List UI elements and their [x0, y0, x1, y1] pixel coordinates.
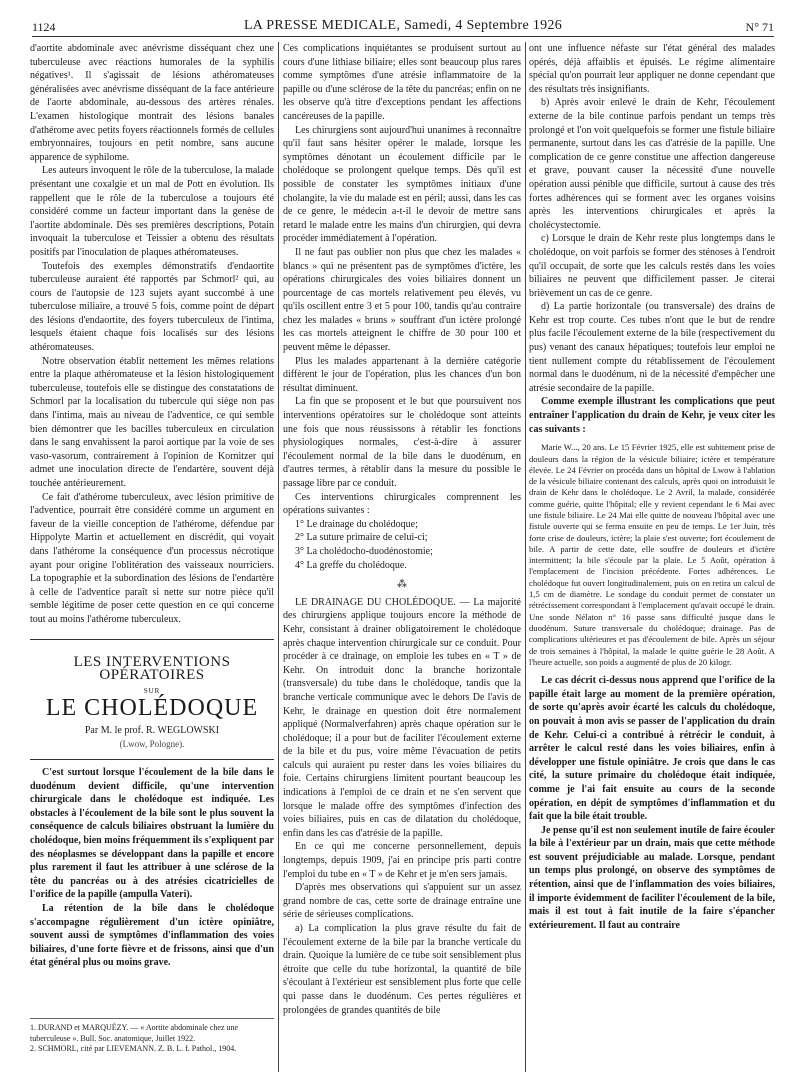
paragraph: Ces interventions chirurgicales comprennent les opérations suivantes :: [283, 491, 521, 517]
paragraph: Les auteurs invoquent le rôle de la tuberculose, la malade présentant une coxalgie et un mal de Pott en évolution. Ils rappellent que le rôle de la tuberculose a toujours été considéré comme un facteur important dans la genèse de l'aortite abdominale. Dès ses premières descriptions, Potain invoquait la tuberculose et Teissier a obtenu des résultats positifs par l'inoculation de plaques athéromateuses.: [30, 165, 274, 258]
paragraph: En ce qui me concerne personnellement, depuis longtemps, depuis 1909, j'ai en principe pris parti contre l'emploi du tube en « T » de Kehr et je m'en sers jamais.: [283, 841, 521, 880]
paragraph: C'est surtout lorsque l'écoulement de la bile dans le duodénum devient difficile, qu'une intervention chirurgicale dans le cholédoque est indiquée. Les obstacles à l'écoulement de la bile sont le plus souvent la conséquence de calculs biliaires obstruant la lumière du cholédoque, bien moins fréquemment ils s'expliquent par des néoplasmes se développant dans la papille et encore plus rarement il faut les attribuer à une sclérose de la tête du pancréas ou à des atrésies cicatricielles de l'orifice de la papille (ampulla Vateri).: [30, 767, 274, 901]
column-1: [30, 42, 274, 1042]
paragraph: d) La partie horizontale (ou transversale) des drains de Kehr est trop courte. Ces tubes n'ont que le but de rendre plus facile l'écoulement externe de la bile (respectivement du pus) venant des canaux hépatiques; toutefois leur emploi ne tient nullement compte du rétablissement de l'écoulement normal dans le duodénum, ni de la nécessité d'empêcher une atrésie secondaire de la papille.: [529, 301, 775, 394]
paragraph: LE DRAINAGE DU CHOLÉDOQUE. — La majorité des chirurgiens applique toujours encore la méthode de Kehr, consistant à drainer obligatoirement le cholédoque après chaque intervention chirurgicale sur ce conduit. Pour procéder à ce drainage, on emploie les tubes en « T » de Kehr. On introduit donc la branche horizontale (transversale) du tube dans le cholédoque, tandis que la branche verticale communique avec le dehors De l'avis de Kehr, le drainage en question doit être normalement appliqué (Normalverfahren) après chaque opération sur le cholédoque; il a pour but de faciliter l'écoulement externe de la bile et du pus, voire même l'évacuation de petits calculs qui auraient pu rester dans les voies biliaires du foie. Certains chirurgiens limitent pourtant beaucoup les indications à l'emploi de ce drain et ne s'en servent que lorsque le malade offre des symptômes d'infection des voies biliaires, puis en cas de dilatation du cholédoque, enfin dans les cas d'atrésie de la papille.: [283, 596, 521, 839]
article-title: LE CHOLÉDOQUE: [45, 695, 259, 722]
paragraph: Il ne faut pas oublier non plus que chez les malades « blancs » qui ne présentent pas de symptômes d'ictère, les opérations chirurgicales des voies biliaires donnent un pourcentage de cas mortels relativement peu élevés, vu qu'ils oscillent entre 3 et 5 pour 100, tandis qu'au contraire chez les malades « bruns » souffrant d'un ictère prolongé les cas mortels atteignent le chiffre de 30 pour 100 et peuvent même le dépasser.: [283, 246, 521, 354]
paragraph: La rétention de la bile dans le cholédoque s'accompagne régulièrement d'un ictère opiniâtre, souvent aussi de symptômes d'inflammation des voies biliaires, d'une forte fièvre et de frissons, ainsi que d'un état général plus ou moins grave.: [30, 903, 274, 969]
article-author: Par M. le prof. R. WEGLOWSKI: [84, 724, 220, 736]
paragraph: Comme exemple illustrant les complications que peut entraîner l'application du drain de Kehr, je veux citer les cas suivants :: [529, 396, 775, 435]
paragraph: Plus les malades appartenant à la dernière catégorie diffèrent le jour de l'opération, plus les chances d'un bon résultat diminuent.: [283, 355, 521, 394]
issue-number: N° 71: [745, 20, 774, 34]
article-sur: SUR: [143, 686, 161, 695]
article-title-block: [30, 639, 274, 761]
paragraph: Notre observation établit nettement les mêmes relations entre la plaque athéromateuse et la lésion histologiquement tuberculeuse, toutefois elle se distingue des constatations de Schmorl par la localisation du tubercule qui siège non pas dans l'intima, mais au niveau de l'adventice, ce qui semble bien démontrer que les bacilles tuberculeux en circulation dans le sang envahissent la paroi aortique par la voie de ses vaso-vasorum, contrairement à l'opinion de Kornitzer qui admet une inoculation directe de l'endartère, souvent déjà touchée antérieurement.: [30, 355, 274, 489]
paragraph: Ces complications inquiétantes se produisent surtout au cours d'une lithiase biliaire; elles sont beaucoup plus rares comme symptômes d'une atrésie inflammatoire de la papille ou d'une sclérose de la tête du pancréas; enfin on ne les observe qu'à titre d'exceptions pendant les affections cancéreuses de la papille.: [283, 43, 521, 122]
page-header: [32, 14, 774, 36]
column-divider: [278, 42, 279, 1072]
article-heading: LES INTERVENTIONS OPÉRATOIRES: [73, 653, 231, 684]
paragraph: Toutefois des exemples démonstratifs d'endaortite tuberculeuse auraient été rapportés par Schmorl² qui, au cours de l'autopsie de 123 sujets ayant succombé à une tuberculose miliaire, a trouvé 5 fois, comme point de départ des lésions d'endaortite, des foyers tuberculeux de l'intima, lesquels étaient chaque fois localisés sur des lésions athéromateuses.: [30, 260, 274, 354]
header-rule: [32, 36, 774, 37]
column-3: [529, 42, 775, 1074]
footnotes: [30, 1018, 274, 1055]
paragraph: Le cas décrit ci-dessus nous apprend que l'orifice de la papille était large au moment de la première opération, de sorte qu'après avoir écarté les calculs du cholédoque, on pouvait à mon avis se passer de l'application du drain de Kehr. Celui-ci a contribué à rétrécir le conduit, à arrêter le calcul resté dans les voies biliaires, enfin à développer une fistule opiniâtre. Je crois que dans le cas cité, la suture primaire du cholédoque était indiquée, comme je l'ai fait ensuite au cours de la seconde opération, en dépit de symptômes d'inflammation et du fait que la bile était trouble.: [529, 675, 775, 823]
paragraph: a) La complication la plus grave résulte du fait de l'écoulement externe de la bile par la branche verticale du drain. Quoique la lumière de ce tube soit sensiblement plus étroite que celle du tube horizontal, la quantité de bile s'écoulant à l'extérieur est sensiblement plus forte que celle qui passe dans le duodénum. Ces pertes régulières et prolongées de grandes quantités de bile: [283, 923, 521, 1016]
paragraph: b) Après avoir enlevé le drain de Kehr, l'écoulement externe de la bile continue parfois pendant un temps très prolongé et l'on voit quelquefois se former une fistule biliaire permanente, surtout dans les cas d'atrésie de la papille. Une complication de ce genre constitue une affection dangereuse et grave, pouvant causer la nécessité d'une nouvelle opération aussi pénible que difficile, surtout à cause des très fortes adhérences qui se forment avec les organes voisins après les interventions chirurgicales et après la cholécystectomie.: [529, 97, 775, 231]
column-divider: [525, 42, 526, 1072]
paragraph: d'aortite abdominale avec anévrisme disséquant chez une tuberculeuse avec réactions humorales de la syphilis négatives¹. Il s'agissait de lésions athéromateuses généralisées avec anévrisme disséquant de la face antérieure de l'aorte abdominale, au-dessous des artères rénales. L'examen histologique montrait des lésions banales d'athérome avec petits foyers réactionnels formés de cellules embryonnaires, toujours en petit nombre, sans aucune apparence de syphilome.: [30, 43, 274, 163]
paragraph: Les chirurgiens sont aujourd'hui unanimes à reconnaître qu'il faut sans hésiter opérer le malade, lorsque les symptômes dénotant un écoulement difficile par le cholédoque se prolongent quelque temps. Dès qu'il est possible de constater les symptômes initiaux d'une cholangite, la vie du malade est en péril; aussi, dans les cas de ce genre, le médecin a-t-il le devoir de mettre sans retard le malade entre les mains d'un chirurgien, qui devra procéder immédiatement à l'opération.: [283, 124, 521, 245]
paragraph: Ce fait d'athérome tuberculeux, avec lésion primitive de l'adventice, pourrait être considéré comme un argument en faveur de la vieille conception de l'athérome, défendue par Hippolyte Martin et actuellement en discrédit, qui voyait dans l'athérome la conséquence d'un processus nécrotique ayant pour origine l'oblitération des vaisseaux nourriciers. La topographie et la subordination des lésions de l'endartère à celle de l'adventice paraît si nette sur notre pièce qu'il semble légitime de poser cette question en ce qui concerne tout au moins l'athérome tuberculeux.: [30, 491, 274, 625]
paragraph: ont une influence néfaste sur l'état général des malades opérés, déjà affaiblis et épuisés. Le régime alimentaire spécial qu'on pourrait leur appliquer ne donne cependant que des résultats très insignifiants.: [529, 43, 775, 95]
paragraph: D'après mes observations qui s'appuient sur un assez grand nombre de cas, cette sorte de drainage entraîne une série de sérieuses complications.: [283, 882, 521, 921]
paragraph: La fin que se proposent et le but que poursuivent nos interventions opératoires sur le cholédoque sont atteints une fois que nous réussissons à rétablir les fonctions physiologiques normales, c'est-à-dire à assurer l'écoulement normal de la bile dans le duodénum, en d'autres termes, à rétablir dans la mesure du possible le passage libre par ce conduit.: [283, 396, 521, 489]
case-report: Marie W..., 20 ans. Le 15 Février 1925, elle est subitement prise de douleurs dans la région de la vésicule biliaire; ictère et température élevée. Le 24 Février on procéda dans un hôpital de Lwow à l'ablation de la vésicule biliaire contenant des calculs, après quoi on introduisit le drain de Kehr dans le cholédoque. Le 2 Avril, la malade, considérée comme guérie, quitte l'hôpital; elle y revient cependant le 6 Mai avec une fistule biliaire. Le 24 Mai elle quitte de nouveau l'hôpital avec une fistule ouverte qui se ferma ensuite en peu de temps. Le 1er Juin, très forte crise de douleurs, ictère; la plaie s'est ouverte; fort écoulement de bile. A partir de cette date, elle souffre de douleurs et d'ictère intermittent; la bile s'écoule par la plaie. Le 5 Août, opération à l'emplacement de l'incision précédente. Fortes adhérences. Le cholédoque fut ouvert longitudinalement, puis on en retira un calcul de 1,5 cm de diamètre. Le sondage du conduit permet de constater un rétrécissement correspondant à l'emplacement qu'avait occupé le drain. Une sonde Nélaton n° 16 passe sans difficulté jusque dans le duodénum. Suture transversale du cholédoque; drainage. Pas de complications ultérieures et pas d'écoulement de bile. Après un séjour de trois semaines à l'hôpital, la malade le quitte guérie le 28 Août. A l'heure actuelle, son poids a augmenté de plus de 20 kilogr.: [529, 442, 775, 667]
operations-list: [283, 518, 521, 572]
paragraph: c) Lorsque le drain de Kehr reste plus longtemps dans le cholédoque, on voit parfois se former des sténoses à l'endroit qu'il occupait, de sorte que les calculs restés dans les voies biliaires ne peuvent que difficilement passer. Je citerai brièvement un cas de ce genre.: [529, 233, 775, 299]
page-number: 1124: [32, 20, 56, 34]
list-item: 1° Le drainage du cholédoque;: [295, 518, 418, 530]
paragraph: Je pense qu'il est non seulement inutile de faire écouler la bile à l'extérieur par un drain, mais que cette méthode est souvent préjudiciable au malade. Lorsque, pendant un temps plus prolongé, on observe des symptômes de rétention, ainsi que de l'inflammation des voies biliaires, il importe évidemment de faciliter l'écoulement de la bile, mais il est tout à fait inutile de la faire s'épancher extérieurement. Il faut au contraire: [529, 824, 775, 931]
list-item: 3° La cholédocho-duodénostomie;: [295, 545, 433, 557]
journal-title: LA PRESSE MEDICALE, Samedi, 4 Septembre 1926: [243, 18, 563, 33]
footnote: 2. SCHMORL, cité par LIEVEMANN. Z. B. L. f. Pathol., 1904.: [30, 1044, 237, 1053]
article-location: (Lwow, Pologne).: [119, 738, 185, 749]
section-separator: ⁂: [397, 579, 407, 591]
footnote: 1. DURAND et MARQUÉZY. — « Aortite abdominale chez une tuberculeuse ». Bull. Soc. anatomique, Juillet 1922.: [30, 1023, 239, 1043]
column-2: [283, 42, 521, 1074]
list-item: 4° La greffe du cholédoque.: [295, 559, 407, 571]
list-item: 2° La suture primaire de celui-ci;: [295, 532, 428, 544]
